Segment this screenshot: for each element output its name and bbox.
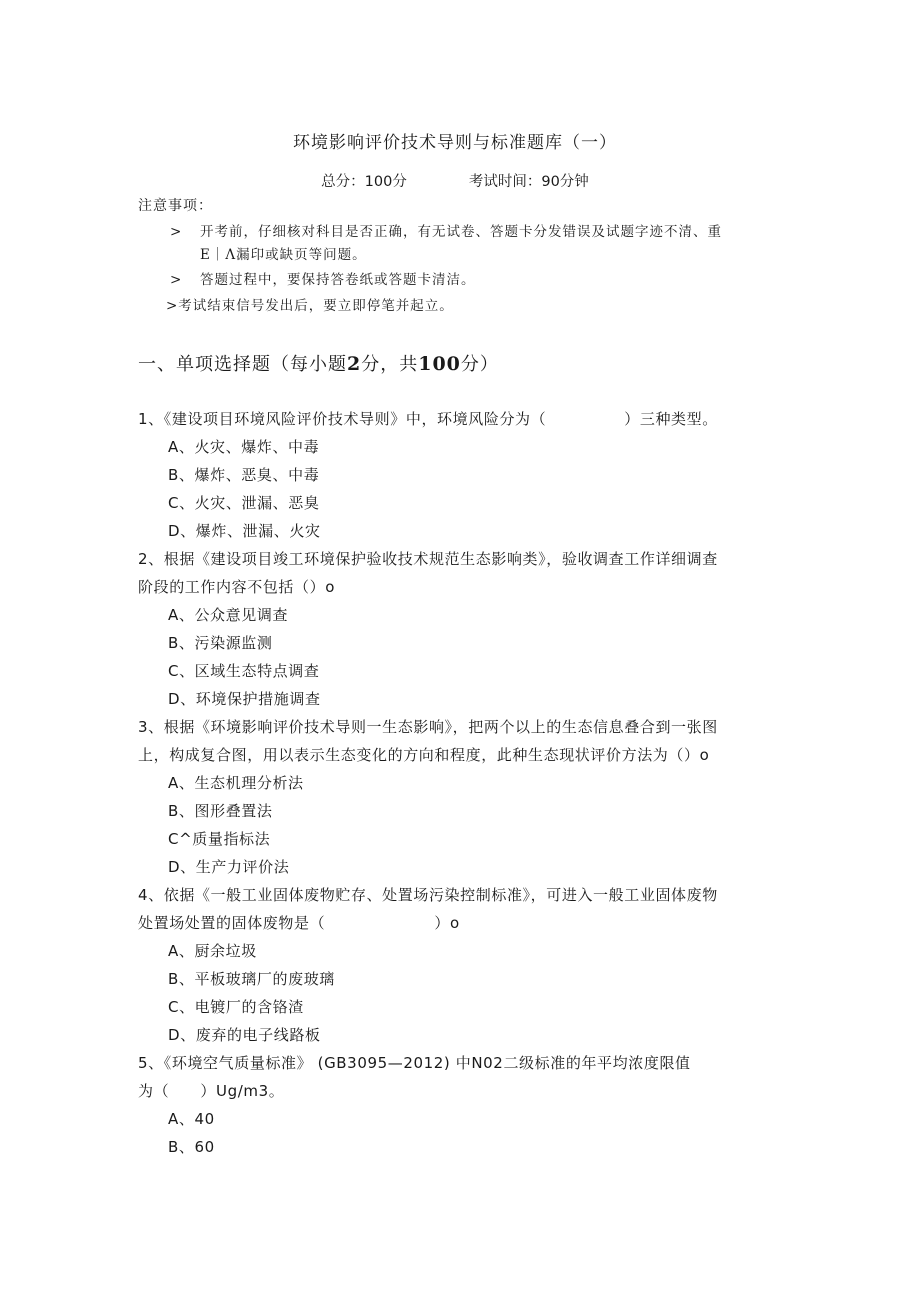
note-item-1-continued: E｜Λ漏印或缺页等问题。 (200, 247, 367, 263)
exam-meta (0, 170, 910, 191)
question-3-text-line-1: 3、根据《环境影响评价技术导则一生态影响》，把两个以上的生态信息叠合到一张图 (138, 718, 718, 736)
question-3-option-a: A、生态机理分析法 (168, 774, 304, 792)
question-4-option-c: C、电镀厂的含铬渣 (168, 998, 304, 1016)
question-4-text-line-1: 4、依据《一般工业固体废物贮存、处置场污染控制标准》，可进入一般工业固体废物 (138, 886, 718, 904)
question-1-option-d: D、爆炸、泄漏、火灾 (168, 522, 321, 540)
question-4-option-b: B、平板玻璃厂的废玻璃 (168, 970, 335, 988)
notes-heading: 注意事项： (138, 198, 213, 214)
question-2-option-b: B、污染源监测 (168, 634, 273, 652)
question-1-option-a: A、火灾、爆炸、中毒 (168, 438, 320, 456)
note-item-1 (170, 220, 722, 240)
question-3-text-line-2: 上，构成复合图，用以表示生态变化的方向和程度，此种生态现状评价方法为（）o (138, 746, 710, 764)
question-2-text-line-1: 2、根据《建设项目竣工环境保护验收技术规范生态影响类》，验收调查工作详细调查 (138, 550, 718, 568)
question-4-text-line-2: 处置场处置的固体废物是（ ）o (138, 914, 460, 932)
note-item-2 (170, 268, 476, 288)
question-4-option-d: D、废弃的电子线路板 (168, 1026, 321, 1044)
question-5-text-line-1: 5、《环境空气质量标准》 (GB3095—2012) 中N02二级标准的年平均浓度限值 (138, 1054, 691, 1072)
question-4-option-a: A、厨余垃圾 (168, 942, 257, 960)
question-3-option-b: B、图形叠置法 (168, 802, 273, 820)
exam-time: 考试时间：90分钟 (468, 174, 589, 190)
question-2-option-d: D、环境保护措施调查 (168, 690, 321, 708)
question-5-option-a: A、40 (168, 1110, 215, 1128)
question-3-option-d: D、生产力评价法 (168, 858, 290, 876)
question-1-option-c: C、火灾、泄漏、恶臭 (168, 494, 320, 512)
question-2-text-line-2: 阶段的工作内容不包括（）o (138, 578, 335, 596)
question-2-option-c: C、区域生态特点调查 (168, 662, 320, 680)
note-text: 答题过程中，要保持答卷纸或答题卡清洁。 (200, 272, 476, 288)
page-title: 环境影响评价技术导则与标准题库（一） (293, 133, 617, 153)
total-score: 总分：100分 (321, 174, 407, 190)
bullet-icon: > (170, 272, 183, 288)
note-item-3: >考试结束信号发出后，要立即停笔并起立。 (166, 298, 454, 314)
question-2-option-a: A、公众意见调查 (168, 606, 289, 624)
question-5-option-b: B、60 (168, 1138, 215, 1156)
note-text: 开考前，仔细核对科目是否正确，有无试卷、答题卡分发错误及试题字迹不清、重 (200, 224, 722, 240)
question-3-option-c: C^质量指标法 (168, 830, 271, 848)
question-1-option-b: B、爆炸、恶臭、中毒 (168, 466, 320, 484)
question-5-text-line-2: 为（ ）Ug/m3。 (138, 1082, 285, 1100)
section-heading: 一、单项选择题（每小题2分，共100分） (138, 353, 499, 375)
question-1-text: 1、《建设项目环境风险评价技术导则》中，环境风险分为（ ）三种类型。 (138, 410, 718, 428)
bullet-icon: > (170, 224, 183, 240)
